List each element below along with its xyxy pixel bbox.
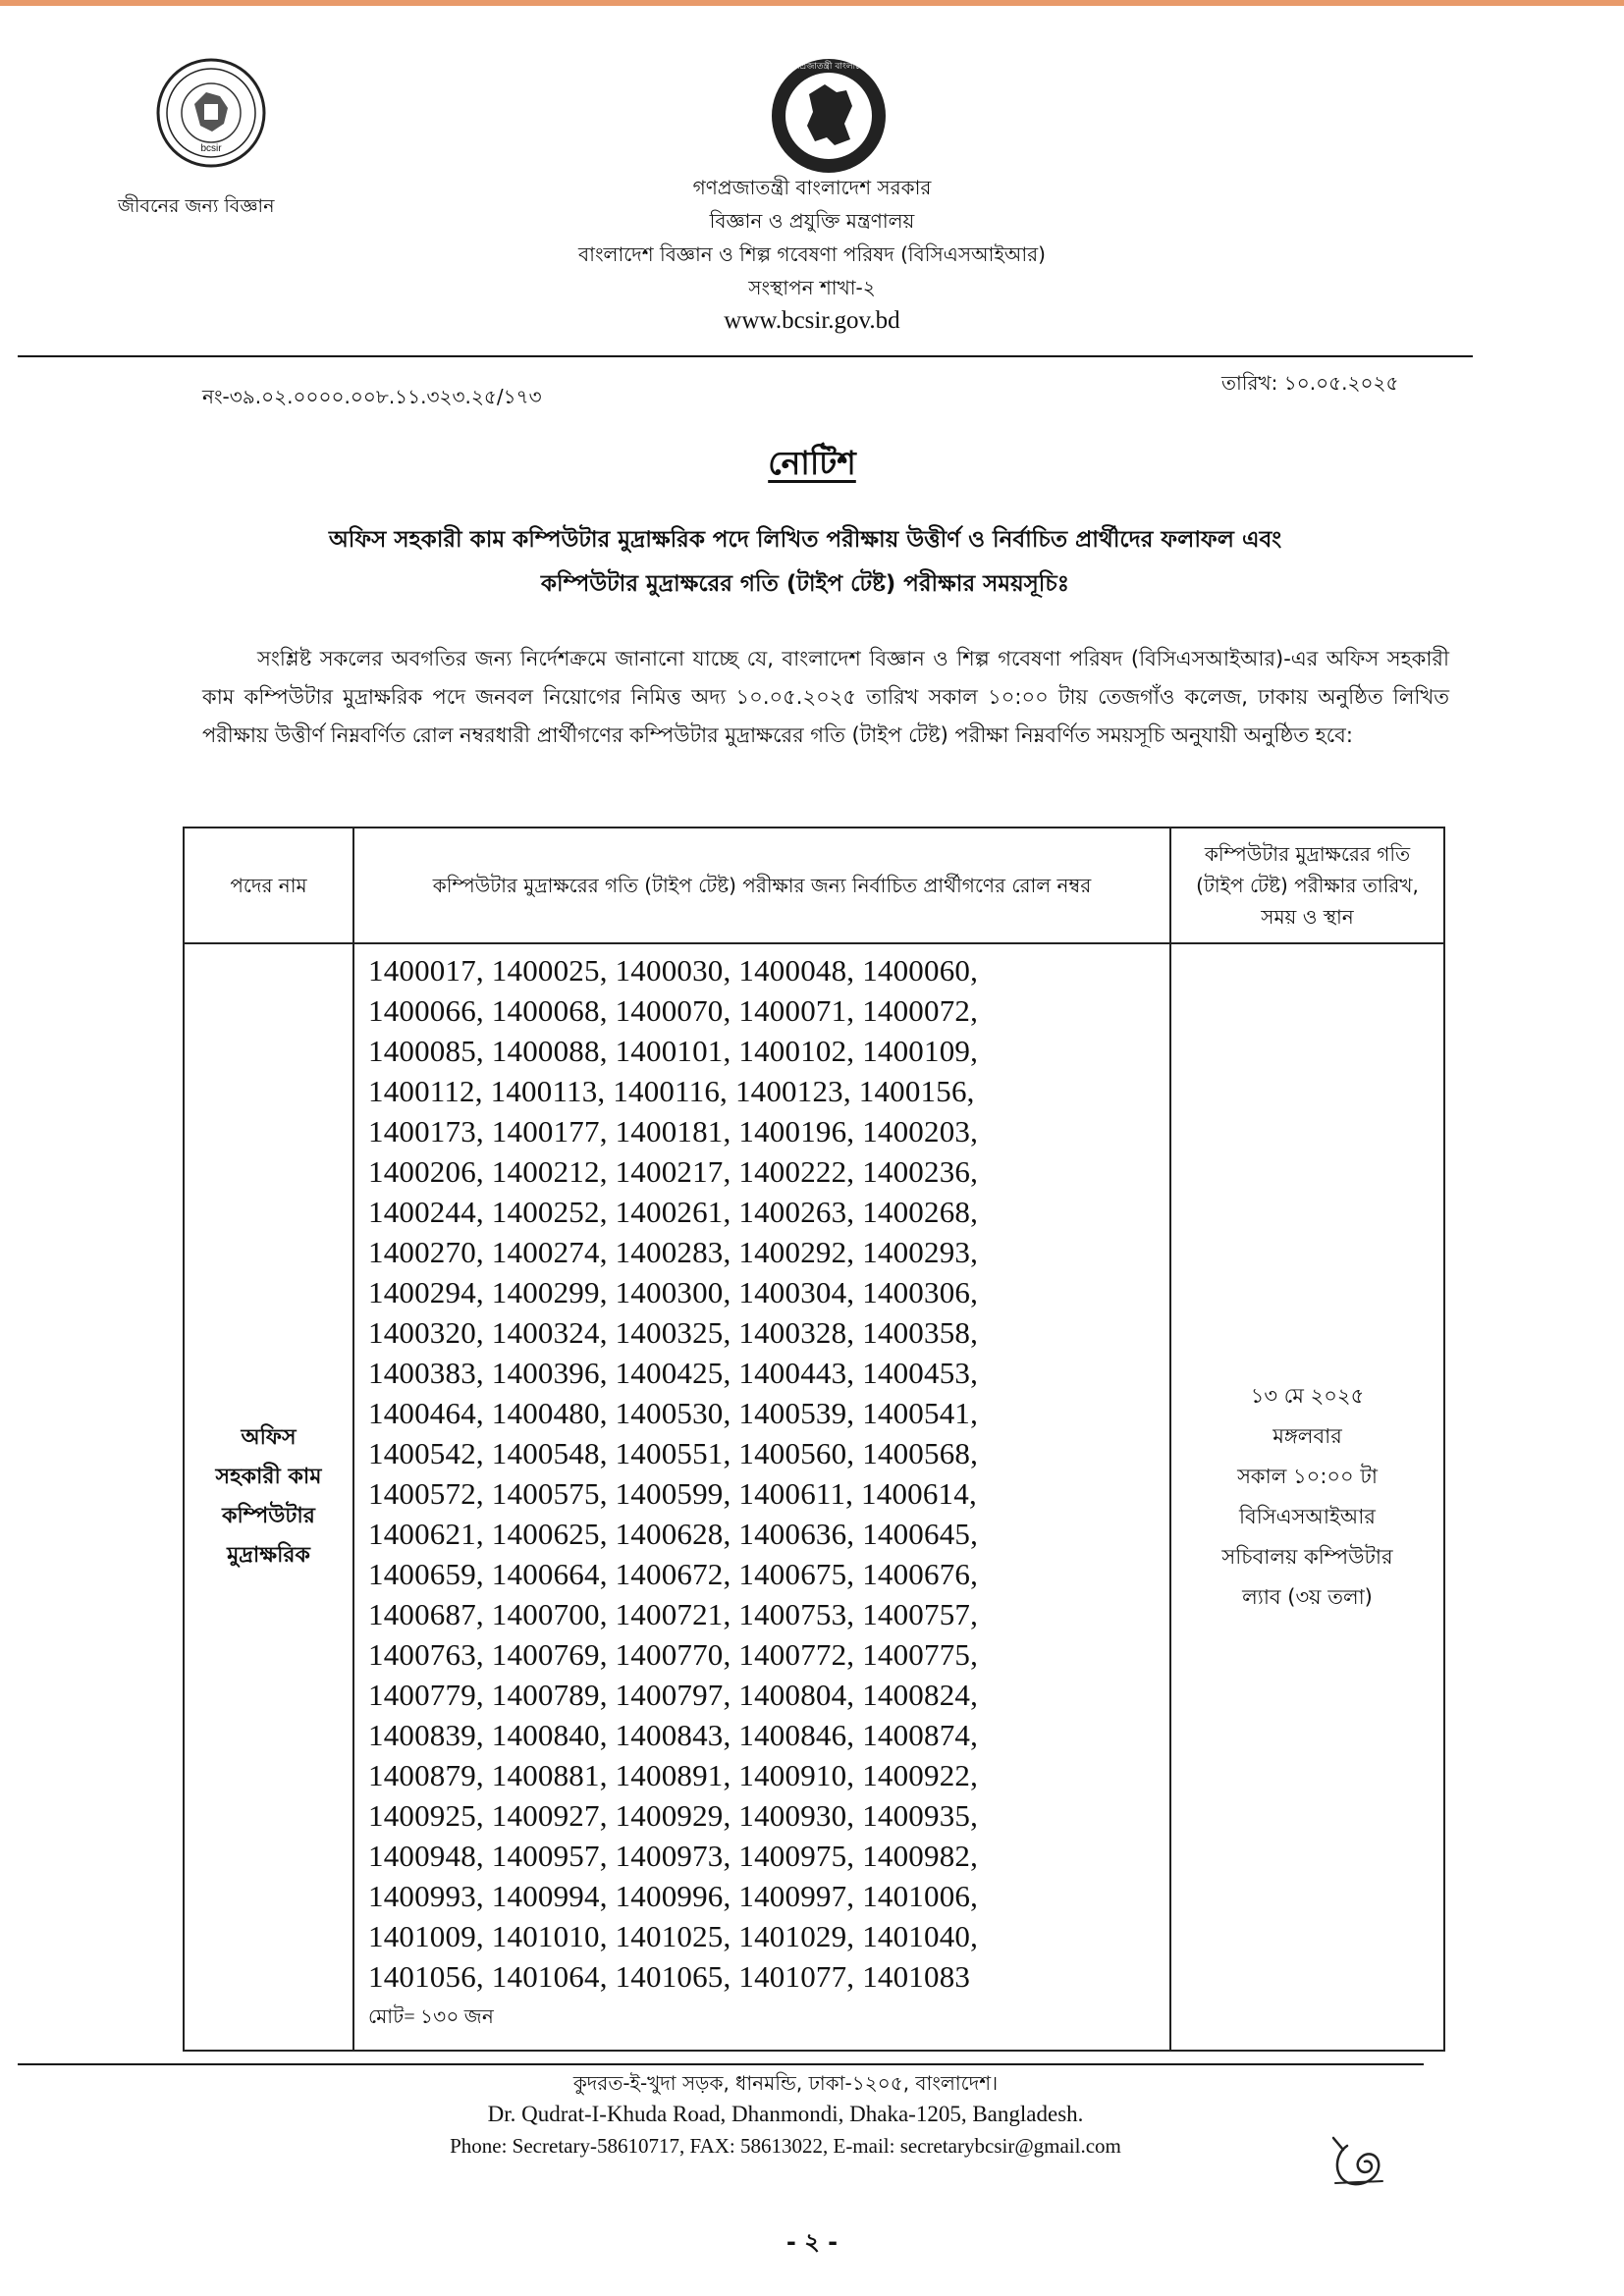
roll-line: 1400017, 1400025, 1400030, 1400048, 1400060, [368,953,979,988]
roll-line: 1400542, 1400548, 1400551, 1400560, 1400568, [368,1436,979,1470]
roll-line: 1400206, 1400212, 1400217, 1400222, 1400236, [368,1154,979,1189]
notice-subject [157,518,1453,607]
header-schedule: কম্পিউটার মুদ্রাক্ষরের গতি (টাইপ টেষ্ট) পরীক্ষার তারিখ, সময় ও স্থান [1169,827,1445,944]
schedule-venue: বিসিএসআইআর [1239,1505,1376,1528]
post-name-line: কম্পিউটার [222,1504,315,1528]
header-roll-numbers: কম্পিউটার মুদ্রাক্ষরের গতি (টাইপ টেষ্ট) পরীক্ষার জন্য নির্বাচিত প্রার্থীগণের রোল নম্বর [352,827,1171,944]
handwritten-signature-icon [1326,2132,1388,2195]
government-name: গণপ্রজাতন্ত্রী বাংলাদেশ সরকার [692,176,932,199]
contact-info: Phone: Secretary-58610717, FAX: 58613022, E-mail: secretarybcsir@gmail.com [450,2134,1121,2158]
notice-title [0,438,1624,493]
roll-line: 1400173, 1400177, 1400181, 1400196, 1400203, [368,1114,979,1148]
roll-line: 1401056, 1401064, 1401065, 1401077, 1401083 [368,1959,971,1994]
roll-line: 1400244, 1400252, 1400261, 1400263, 1400268, [368,1195,979,1229]
top-edge-bar [0,0,1624,6]
post-name-cell [183,942,354,2052]
roll-line: 1400112, 1400113, 1400116, 1400123, 1400156, [368,1074,975,1108]
roll-line: 1400085, 1400088, 1400101, 1400102, 1400109, [368,1034,979,1068]
roll-line: 1400464, 1400480, 1400530, 1400539, 1400541, [368,1396,979,1430]
address-bangla: কুদরত-ই-খুদা সড়ক, ধানমন্ডি, ঢাকা-১২০৫, বাংলাদেশ। [572,2071,999,2095]
page-number: - ২ - [785,2228,839,2256]
roll-line: 1400621, 1400625, 1400628, 1400636, 1400645, [368,1517,979,1551]
bcsir-seal-icon [155,57,267,169]
schedule-venue: ল্যাব (৩য় তলা) [1242,1585,1373,1609]
svg-text:bcsir: bcsir [200,143,222,154]
notice-title-text: নোটিশ [768,444,856,482]
schedule-day: মঙ্গলবার [1272,1424,1342,1448]
letterhead [419,171,1205,338]
ministry-name: বিজ্ঞান ও প্রযুক্তি মন্ত্রণালয় [709,209,915,233]
roll-numbers-cell [352,942,1171,2052]
roll-line: 1400948, 1400957, 1400973, 1400975, 1400982, [368,1839,979,1873]
address-english: Dr. Qudrat-I-Khuda Road, Dhanmondi, Dhaka-1205, Bangladesh. [487,2102,1084,2126]
schedule-table [183,827,1445,2052]
roll-line: 1400572, 1400575, 1400599, 1400611, 1400614, [368,1476,977,1511]
roll-line: 1400383, 1400396, 1400425, 1400443, 1400453, [368,1356,979,1390]
schedule-time: সকাল ১০:০০ টা [1237,1465,1378,1488]
footer-divider [18,2063,1424,2065]
header-post-name: পদের নাম [183,827,354,944]
roll-line: 1400294, 1400299, 1400300, 1400304, 1400306, [368,1275,979,1309]
roll-line: 1400779, 1400789, 1400797, 1400804, 1400824, [368,1678,979,1712]
schedule-cell [1169,942,1445,2052]
post-name-line: সহকারী কাম [215,1465,322,1489]
roll-line: 1401009, 1401010, 1401025, 1401029, 1401040, [368,1919,979,1953]
roll-line: 1400320, 1400324, 1400325, 1400328, 1400358, [368,1315,979,1350]
roll-line: 1400687, 1400700, 1400721, 1400753, 1400757, [368,1597,979,1631]
total-candidates: মোট= ১৩০ জন [368,2006,495,2028]
footer [295,2067,1276,2162]
notice-date: তারিখ: ১০.০৫.২০২৫ [1221,371,1399,395]
roll-line: 1400839, 1400840, 1400843, 1400846, 1400874, [368,1718,979,1752]
memo-number: নং-৩৯.০২.০০০০.০০৮.১১.৩২৩.২৫/১৭৩ [202,385,542,408]
notice-body: সংশ্লিষ্ট সকলের অবগতির জন্য নির্দেশক্রমে জানানো যাচ্ছে যে, বাংলাদেশ বিজ্ঞান ও শিল্প গবেষণা পরিষদ (বিসিএসআইআর)-এর অফিস সহকারী কাম কম্পিউটার মুদ্রাক্ষরিক পদে জনবল নিয়োগের নিমিত্ত অদ্য ১০.০৫.২০২৫ তারিখ সকাল ১০:০০ টায় তেজগাঁও কলেজ, ঢাকায় অনুষ্ঠিত লিখিত পরীক্ষায় উত্তীর্ণ নিম্নবর্ণিত রোল নম্বরধারী প্রার্থীগণের কম্পিউটার মুদ্রাক্ষরের গতি (টাইপ টেষ্ট) পরীক্ষা নিম্নবর্ণিত সময়সূচি অনুযায়ী অনুষ্ঠিত হবে: [202,647,1449,747]
subject-line-2: কম্পিউটার মুদ্রাক্ষরের গতি (টাইপ টেষ্ট) পরীক্ষার সময়সূচিঃ [540,571,1070,597]
bangladesh-government-seal-icon [768,55,890,177]
roll-line: 1400925, 1400927, 1400929, 1400930, 1400935, [368,1798,979,1833]
roll-line: 1400270, 1400274, 1400283, 1400292, 1400293, [368,1235,979,1269]
schedule-date: ১৩ মে ২০২৫ [1250,1384,1365,1408]
header-divider [18,355,1473,357]
roll-line: 1400066, 1400068, 1400070, 1400071, 1400072, [368,993,979,1028]
roll-line: 1400763, 1400769, 1400770, 1400772, 1400775, [368,1637,979,1672]
svg-text:গণপ্রজাতন্ত্রী বাংলাদেশ: গণপ্রজাতন্ত্রী বাংলাদেশ [788,62,869,72]
branch-name: সংস্থাপন শাখা-২ [748,276,876,299]
website-link[interactable]: www.bcsir.gov.bd [724,307,900,334]
schedule-venue: সচিবালয় কম্পিউটার [1221,1545,1393,1569]
roll-line: 1400993, 1400994, 1400996, 1400997, 1401006, [368,1879,979,1913]
roll-line: 1400879, 1400881, 1400891, 1400910, 1400922, [368,1758,979,1792]
subject-line-1: অফিস সহকারী কাম কম্পিউটার মুদ্রাক্ষরিক পদে লিখিত পরীক্ষায় উত্তীর্ণ ও নির্বাচিত প্রার্থীদের ফলাফল এবং [328,527,1282,553]
post-name-line: অফিস [241,1425,297,1450]
roll-line: 1400659, 1400664, 1400672, 1400675, 1400676, [368,1557,979,1591]
organization-name: বাংলাদেশ বিজ্ঞান ও শিল্প গবেষণা পরিষদ (বিসিএসআইআর) [578,242,1046,266]
bcsir-tagline: জীবনের জন্য বিজ্ঞান [118,195,275,217]
post-name-line: মুদ্রাক্ষরিক [227,1543,310,1568]
